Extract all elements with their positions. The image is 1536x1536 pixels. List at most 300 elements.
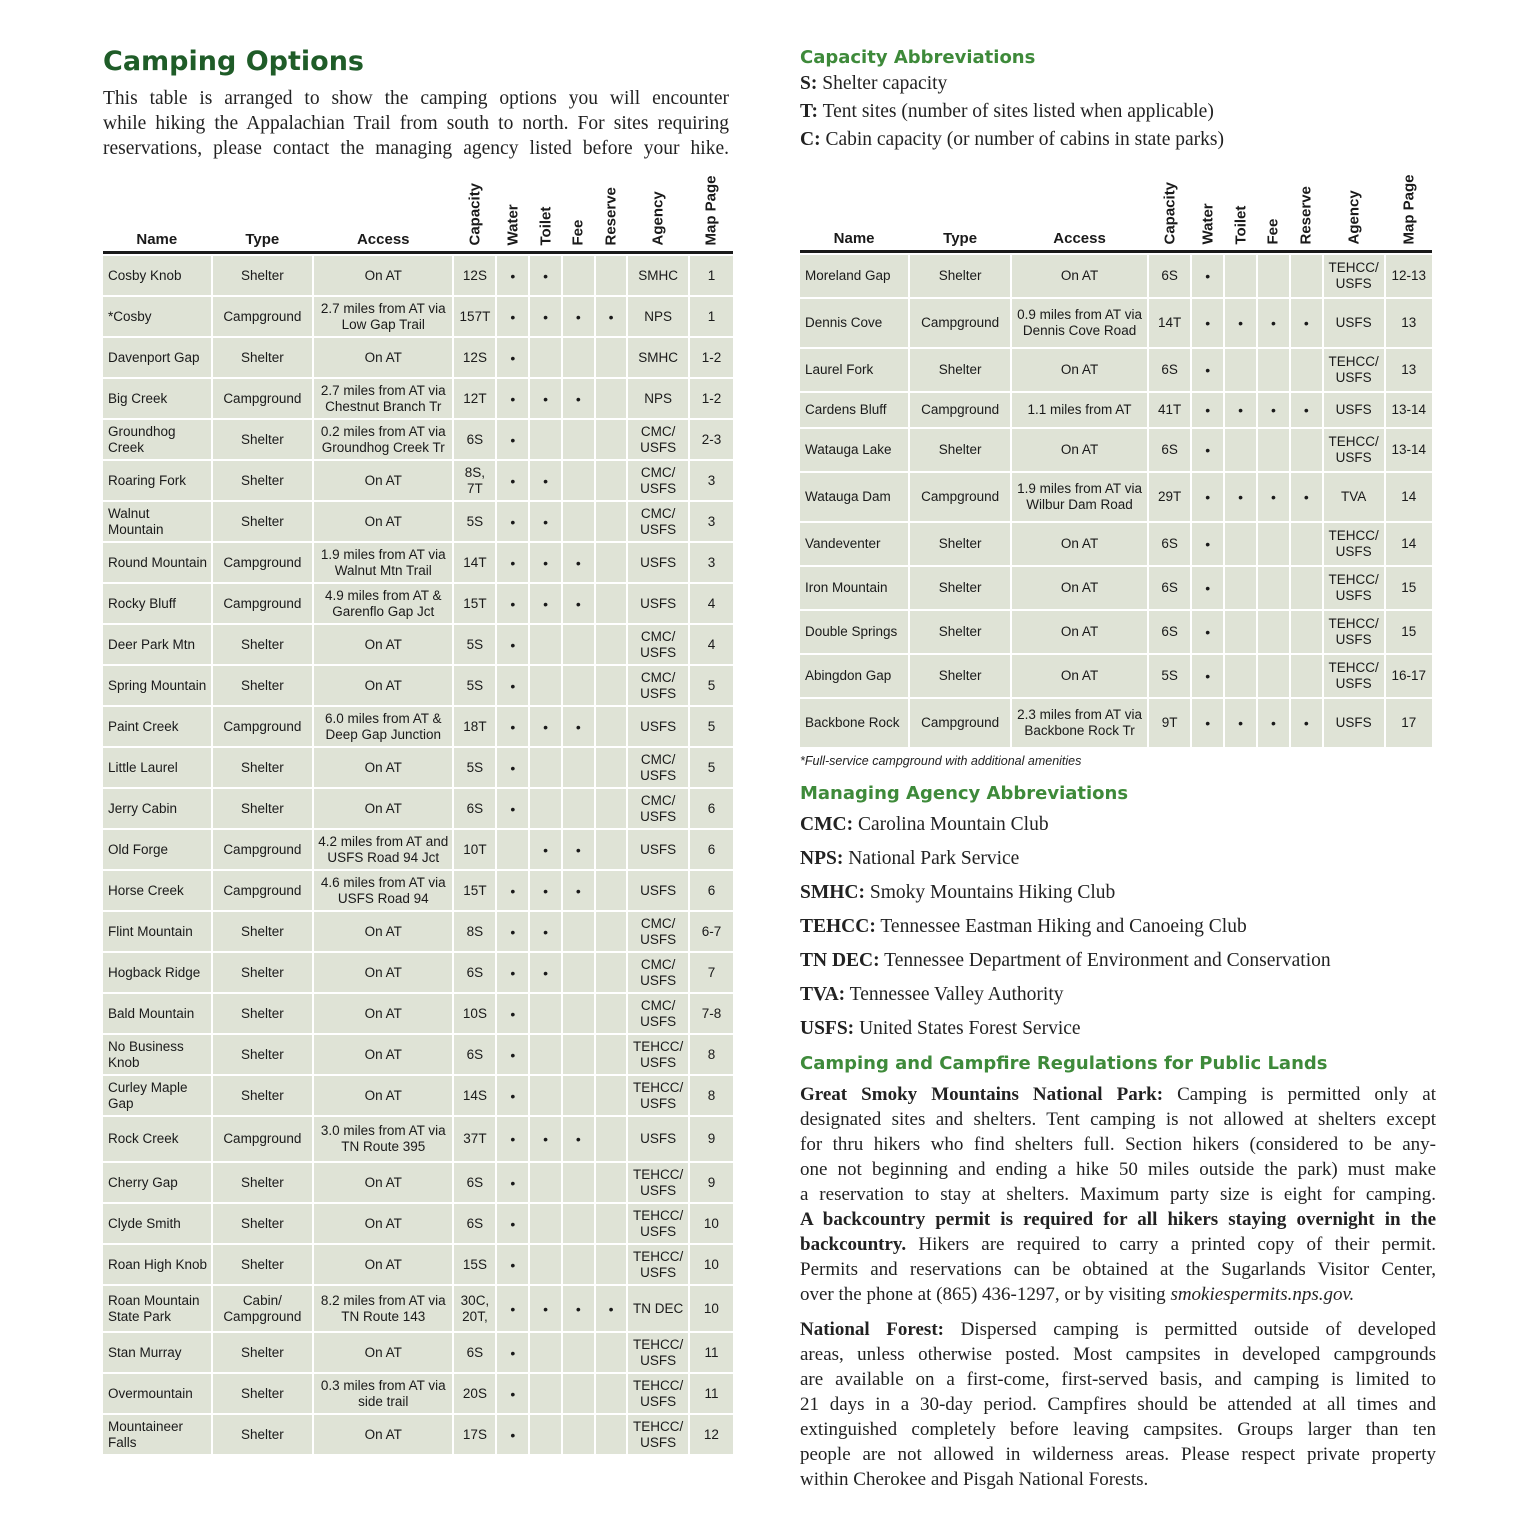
cell-access: On AT	[314, 1333, 452, 1372]
cell-type: Shelter	[910, 523, 1010, 565]
table-row	[800, 255, 1432, 297]
cell-reserve	[596, 625, 627, 664]
cell-water: •	[497, 297, 528, 336]
cell-type: Shelter	[213, 420, 312, 459]
agency-abbrev-title: Managing Agency Abbreviations	[800, 783, 1129, 804]
table-row	[103, 543, 733, 582]
cell-toilet	[530, 338, 561, 377]
cell-agency: USFS	[628, 543, 687, 582]
cell-access: On AT	[314, 461, 452, 500]
cell-toilet	[530, 420, 561, 459]
cell-map: 8	[690, 1035, 733, 1074]
cell-access: On AT	[314, 1415, 452, 1454]
footnote: *Full-service campground with additional amenities	[800, 754, 1082, 768]
cell-access: On AT	[314, 1076, 452, 1115]
cell-type: Shelter	[213, 338, 312, 377]
cell-name: Flint Mountain	[103, 912, 211, 951]
cell-name: Roaring Fork	[103, 461, 211, 500]
cell-name: Abingdon Gap	[800, 655, 908, 697]
cell-toilet	[530, 666, 561, 705]
table-row	[800, 655, 1432, 697]
cell-name: Paint Creek	[103, 707, 211, 746]
cell-agency: TEHCC/ USFS	[628, 1076, 687, 1115]
cell-agency: CMC/ USFS	[628, 461, 687, 500]
cell-toilet	[530, 1163, 561, 1202]
cell-reserve	[596, 1076, 627, 1115]
cell-agency: TEHCC/ USFS	[1324, 611, 1384, 653]
text-run: backcountry.	[800, 1234, 907, 1255]
paragraph-line	[800, 1342, 1436, 1367]
cell-access: 2.7 miles from AT via Low Gap Trail	[314, 297, 452, 336]
cell-map: 17	[1386, 699, 1432, 747]
cell-map: 10	[690, 1286, 733, 1331]
cell-agency: TN DEC	[628, 1286, 687, 1331]
cell-capacity: 6S	[1149, 611, 1190, 653]
cell-access: On AT	[314, 1245, 452, 1284]
cell-access: On AT	[1012, 655, 1147, 697]
table-row	[103, 256, 733, 295]
cell-water: •	[497, 420, 528, 459]
cell-capacity: 6S	[454, 1204, 495, 1243]
cell-reserve	[596, 1117, 627, 1161]
cell-access: 1.9 miles from AT via Wilbur Dam Road	[1012, 473, 1147, 521]
table-row	[103, 1076, 733, 1115]
cell-toilet	[1225, 655, 1256, 697]
cell-agency: NPS	[628, 297, 687, 336]
table-row	[103, 830, 733, 869]
cell-fee	[1258, 349, 1289, 391]
cell-type: Shelter	[213, 1374, 312, 1413]
cell-name: Iron Mountain	[800, 567, 908, 609]
cell-fee	[1258, 655, 1289, 697]
cell-capacity: 15T	[454, 871, 495, 910]
cell-map: 16-17	[1386, 655, 1432, 697]
cell-map: 1	[690, 297, 733, 336]
table-row	[103, 666, 733, 705]
cell-agency: TEHCC/ USFS	[1324, 429, 1384, 471]
cell-reserve	[596, 461, 627, 500]
cell-access: On AT	[1012, 611, 1147, 653]
cell-access: 8.2 miles from AT via TN Route 143	[314, 1286, 452, 1331]
table-row	[103, 953, 733, 992]
cell-name: Horse Creek	[103, 871, 211, 910]
cell-agency: TEHCC/ USFS	[628, 1204, 687, 1243]
cell-toilet	[1225, 349, 1256, 391]
national-forest-regulations-paragraph	[800, 1317, 1436, 1492]
cell-toilet	[1225, 567, 1256, 609]
cell-name: Davenport Gap	[103, 338, 211, 377]
cell-water: •	[497, 1333, 528, 1372]
cell-toilet	[530, 1204, 561, 1243]
cell-type: Shelter	[910, 255, 1010, 297]
table-row	[800, 473, 1432, 521]
cell-reserve	[596, 1333, 627, 1372]
cell-reserve	[596, 584, 627, 623]
cell-toilet: •	[530, 543, 561, 582]
cell-toilet	[530, 994, 561, 1033]
cell-capacity: 20S	[454, 1374, 495, 1413]
table-row	[103, 1163, 733, 1202]
cell-reserve	[596, 1035, 627, 1074]
cell-agency: USFS	[628, 707, 687, 746]
cell-map: 5	[690, 707, 733, 746]
cell-capacity: 5S	[1149, 655, 1190, 697]
column-header-map-page: Map Page	[702, 175, 720, 246]
cell-access: 0.3 miles from AT via side trail	[314, 1374, 452, 1413]
cell-agency: TEHCC/ USFS	[1324, 255, 1384, 297]
paragraph-line	[800, 1317, 1436, 1342]
table-row	[800, 393, 1432, 427]
cell-reserve	[596, 420, 627, 459]
abbrev-item	[800, 70, 1436, 98]
cell-name: Rock Creek	[103, 1117, 211, 1161]
cell-name: Moreland Gap	[800, 255, 908, 297]
cell-agency: CMC/ USFS	[628, 789, 687, 828]
column-header-fee: Fee	[569, 219, 587, 246]
abbrev-item	[800, 842, 1436, 876]
cell-toilet: •	[530, 953, 561, 992]
abbrev-key: TVA:	[800, 984, 846, 1005]
cell-reserve	[596, 830, 627, 869]
cell-name: Curley Maple Gap	[103, 1076, 211, 1115]
text-run: extinguished completely before leaving campsites. Groups larger than ten	[800, 1419, 1436, 1440]
cell-reserve: •	[1291, 299, 1322, 347]
cell-toilet	[530, 748, 561, 787]
cell-access: On AT	[314, 338, 452, 377]
intro-line: reservations, please contact the managing agency listed before your hike.	[103, 138, 729, 159]
cell-map: 6	[690, 789, 733, 828]
column-header-reserve: Reserve	[602, 187, 620, 246]
cell-toilet: •	[530, 584, 561, 623]
cell-fee: •	[1258, 393, 1289, 427]
table-row	[103, 297, 733, 336]
cell-water: •	[497, 1035, 528, 1074]
column-header-type: Type	[943, 230, 978, 247]
text-run: Camping is permitted only at	[1163, 1084, 1436, 1105]
cell-water: •	[497, 502, 528, 541]
cell-water	[497, 830, 528, 869]
column-header-water: Water	[504, 204, 522, 246]
text-run: are available on a first-come, first-served basis, and camping is limited to	[800, 1369, 1436, 1390]
abbrev-text: Carolina Mountain Club	[853, 814, 1049, 835]
cell-agency: TEHCC/ USFS	[628, 1245, 687, 1284]
cell-map: 4	[690, 584, 733, 623]
cell-toilet: •	[1225, 393, 1256, 427]
table-row	[103, 625, 733, 664]
cell-type: Shelter	[213, 789, 312, 828]
cell-agency: USFS	[628, 830, 687, 869]
table-row	[103, 1245, 733, 1284]
abbrev-key: CMC:	[800, 814, 854, 835]
table-row	[103, 994, 733, 1033]
cell-fee	[563, 1333, 594, 1372]
header-rule	[103, 251, 733, 254]
cell-fee	[563, 338, 594, 377]
cell-capacity: 5S	[454, 666, 495, 705]
cell-agency: SMHC	[628, 256, 687, 295]
cell-reserve	[1291, 349, 1322, 391]
abbrev-key: USFS:	[800, 1018, 855, 1039]
cell-reserve	[596, 338, 627, 377]
cell-water: •	[497, 461, 528, 500]
cell-map: 13	[1386, 349, 1432, 391]
cell-water: •	[497, 707, 528, 746]
table-header-row	[103, 169, 733, 249]
table-row	[800, 567, 1432, 609]
cell-map: 11	[690, 1374, 733, 1413]
cell-toilet	[530, 1415, 561, 1454]
column-header-water: Water	[1199, 203, 1217, 245]
cell-map: 4	[690, 625, 733, 664]
abbrev-text: Shelter capacity	[817, 73, 948, 94]
cell-water: •	[497, 1076, 528, 1115]
cell-toilet: •	[530, 461, 561, 500]
cell-toilet: •	[530, 830, 561, 869]
cell-agency: CMC/ USFS	[628, 912, 687, 951]
cell-type: Shelter	[213, 256, 312, 295]
cell-reserve	[596, 379, 627, 418]
table-row	[800, 523, 1432, 565]
cell-toilet	[1225, 523, 1256, 565]
cell-agency: TEHCC/ USFS	[628, 1415, 687, 1454]
cell-fee	[563, 502, 594, 541]
cell-capacity: 10S	[454, 994, 495, 1033]
cell-water: •	[1192, 567, 1223, 609]
cell-fee	[1258, 611, 1289, 653]
cell-map: 1	[690, 256, 733, 295]
cell-water: •	[1192, 349, 1223, 391]
cell-capacity: 6S	[454, 953, 495, 992]
cell-type: Campground	[213, 830, 312, 869]
cell-capacity: 30C, 20T,	[454, 1286, 495, 1331]
capacity-abbrev-title: Capacity Abbreviations	[800, 47, 1036, 68]
cell-name: Cherry Gap	[103, 1163, 211, 1202]
cell-map: 10	[690, 1245, 733, 1284]
cell-water: •	[1192, 255, 1223, 297]
abbrev-item	[800, 876, 1436, 910]
cell-capacity: 6S	[1149, 523, 1190, 565]
cell-capacity: 18T	[454, 707, 495, 746]
cell-water: •	[497, 1286, 528, 1331]
cell-name: Double Springs	[800, 611, 908, 653]
table-row	[103, 1415, 733, 1454]
intro-paragraph	[103, 86, 737, 161]
cell-access: On AT	[314, 502, 452, 541]
cell-map: 1-2	[690, 338, 733, 377]
cell-name: Dennis Cove	[800, 299, 908, 347]
cell-fee	[563, 789, 594, 828]
cell-capacity: 12T	[454, 379, 495, 418]
cell-name: Big Creek	[103, 379, 211, 418]
cell-map: 9	[690, 1117, 733, 1161]
column-header-toilet: Toilet	[1232, 205, 1250, 245]
cell-map: 8	[690, 1076, 733, 1115]
paragraph-line	[800, 1107, 1436, 1132]
cell-access: On AT	[1012, 523, 1147, 565]
cell-type: Shelter	[213, 912, 312, 951]
cell-fee: •	[563, 584, 594, 623]
text-run: within Cherokee and Pisgah National Forests.	[800, 1469, 1149, 1490]
cell-agency: CMC/ USFS	[628, 420, 687, 459]
cell-water: •	[1192, 429, 1223, 471]
cell-capacity: 14S	[454, 1076, 495, 1115]
text-run: designated sites and shelters. Tent camping is not allowed at shelters except	[800, 1109, 1436, 1130]
cell-water: •	[1192, 611, 1223, 653]
abbrev-text: National Park Service	[843, 848, 1020, 869]
cell-map: 5	[690, 666, 733, 705]
cell-map: 14	[1386, 473, 1432, 521]
text-run: people are not allowed in wilderness areas. Please respect private property	[800, 1444, 1436, 1465]
cell-name: Clyde Smith	[103, 1204, 211, 1243]
abbrev-key: SMHC:	[800, 882, 865, 903]
cell-water: •	[1192, 655, 1223, 697]
cell-map: 12-13	[1386, 255, 1432, 297]
cell-fee: •	[563, 1117, 594, 1161]
abbrev-text: Tennessee Eastman Hiking and Canoeing Club	[875, 916, 1247, 937]
cell-agency: CMC/ USFS	[628, 994, 687, 1033]
cell-toilet	[1225, 611, 1256, 653]
cell-name: No Business Knob	[103, 1035, 211, 1074]
cell-water: •	[497, 912, 528, 951]
agency-abbrev-list	[800, 808, 1436, 1046]
cell-capacity: 10T	[454, 830, 495, 869]
cell-capacity: 6S	[454, 1333, 495, 1372]
abbrev-key: T:	[800, 101, 819, 122]
cell-toilet: •	[530, 256, 561, 295]
intro-line: while hiking the Appalachian Trail from south to north. For sites requiring	[103, 113, 729, 134]
cell-access: On AT	[314, 748, 452, 787]
cell-type: Shelter	[213, 502, 312, 541]
cell-map: 13-14	[1386, 429, 1432, 471]
cell-fee	[563, 420, 594, 459]
cell-access: 1.9 miles from AT via Walnut Mtn Trail	[314, 543, 452, 582]
text-run: over the phone at (865) 436-1297, or by visiting	[800, 1284, 1171, 1305]
cell-reserve	[596, 1374, 627, 1413]
cell-reserve	[1291, 523, 1322, 565]
column-header-fee: Fee	[1264, 218, 1282, 245]
cell-map: 6-7	[690, 912, 733, 951]
cell-fee: •	[563, 830, 594, 869]
cell-capacity: 41T	[1149, 393, 1190, 427]
cell-water: •	[497, 1204, 528, 1243]
cell-access: On AT	[314, 789, 452, 828]
abbrev-key: TEHCC:	[800, 916, 876, 937]
abbrev-text: United States Forest Service	[854, 1018, 1081, 1039]
cell-map: 9	[690, 1163, 733, 1202]
cell-toilet: •	[1225, 299, 1256, 347]
cell-map: 13-14	[1386, 393, 1432, 427]
cell-reserve	[596, 1245, 627, 1284]
cell-reserve	[1291, 611, 1322, 653]
table-row	[103, 379, 733, 418]
abbrev-text: Tent sites (number of sites listed when applicable)	[818, 101, 1214, 122]
column-header-capacity: Capacity	[466, 182, 484, 246]
column-header-agency: Agency	[649, 191, 667, 246]
table-row	[103, 748, 733, 787]
cell-fee	[563, 1163, 594, 1202]
paragraph-line	[800, 1282, 1436, 1307]
cell-water: •	[497, 256, 528, 295]
cell-toilet: •	[530, 379, 561, 418]
cell-access: On AT	[314, 1204, 452, 1243]
cell-map: 2-3	[690, 420, 733, 459]
cell-type: Shelter	[213, 1333, 312, 1372]
cell-water: •	[1192, 473, 1223, 521]
cell-access: On AT	[1012, 255, 1147, 297]
cell-fee	[563, 994, 594, 1033]
cell-water: •	[497, 584, 528, 623]
abbrev-key: TN DEC:	[800, 950, 880, 971]
cell-fee	[563, 748, 594, 787]
cell-water: •	[497, 1374, 528, 1413]
cell-water: •	[497, 625, 528, 664]
column-header-access: Access	[1053, 230, 1106, 247]
cell-fee	[563, 1035, 594, 1074]
paragraph-line	[800, 1157, 1436, 1182]
cell-type: Shelter	[910, 655, 1010, 697]
cell-type: Campground	[213, 297, 312, 336]
cell-fee: •	[563, 1286, 594, 1331]
cell-agency: USFS	[628, 1117, 687, 1161]
cell-capacity: 157T	[454, 297, 495, 336]
abbrev-item	[800, 944, 1436, 978]
paragraph-line	[800, 1232, 1436, 1257]
cell-capacity: 29T	[1149, 473, 1190, 521]
cell-map: 3	[690, 461, 733, 500]
text-run: Permits and reservations can be obtained at the Sugarlands Visitor Center,	[800, 1259, 1436, 1280]
cell-fee	[563, 666, 594, 705]
cell-water: •	[497, 666, 528, 705]
table-row	[103, 584, 733, 623]
paragraph-line	[800, 1182, 1436, 1207]
cell-access: On AT	[314, 994, 452, 1033]
cell-reserve: •	[1291, 473, 1322, 521]
cell-access: On AT	[314, 256, 452, 295]
cell-toilet	[530, 789, 561, 828]
cell-map: 10	[690, 1204, 733, 1243]
cell-map: 3	[690, 543, 733, 582]
cell-capacity: 9T	[1149, 699, 1190, 747]
cell-toilet: •	[530, 297, 561, 336]
cell-agency: TEHCC/ USFS	[628, 1374, 687, 1413]
cell-name: Round Mountain	[103, 543, 211, 582]
cell-reserve	[1291, 429, 1322, 471]
cell-fee: •	[1258, 473, 1289, 521]
cell-map: 15	[1386, 611, 1432, 653]
cell-reserve	[596, 1204, 627, 1243]
cell-toilet: •	[530, 1286, 561, 1331]
cell-type: Campground	[910, 699, 1010, 747]
paragraph-line	[800, 1417, 1436, 1442]
paragraph-line	[800, 1467, 1436, 1492]
cell-agency: TEHCC/ USFS	[1324, 349, 1384, 391]
cell-access: On AT	[314, 625, 452, 664]
cell-name: Deer Park Mtn	[103, 625, 211, 664]
abbrev-key: S:	[800, 73, 818, 94]
table-header-row	[800, 168, 1432, 248]
abbrev-item	[800, 98, 1436, 126]
paragraph-line	[800, 1132, 1436, 1157]
cell-fee: •	[563, 297, 594, 336]
cell-type: Shelter	[213, 625, 312, 664]
cell-fee	[563, 1076, 594, 1115]
cell-access: 4.2 miles from AT and USFS Road 94 Jct	[314, 830, 452, 869]
cell-fee	[563, 953, 594, 992]
abbrev-key: NPS:	[800, 848, 844, 869]
cell-name: Laurel Fork	[800, 349, 908, 391]
text-run: areas, unless otherwise posted. Most campsites in developed campgrounds	[800, 1344, 1436, 1365]
cell-agency: TEHCC/ USFS	[1324, 655, 1384, 697]
